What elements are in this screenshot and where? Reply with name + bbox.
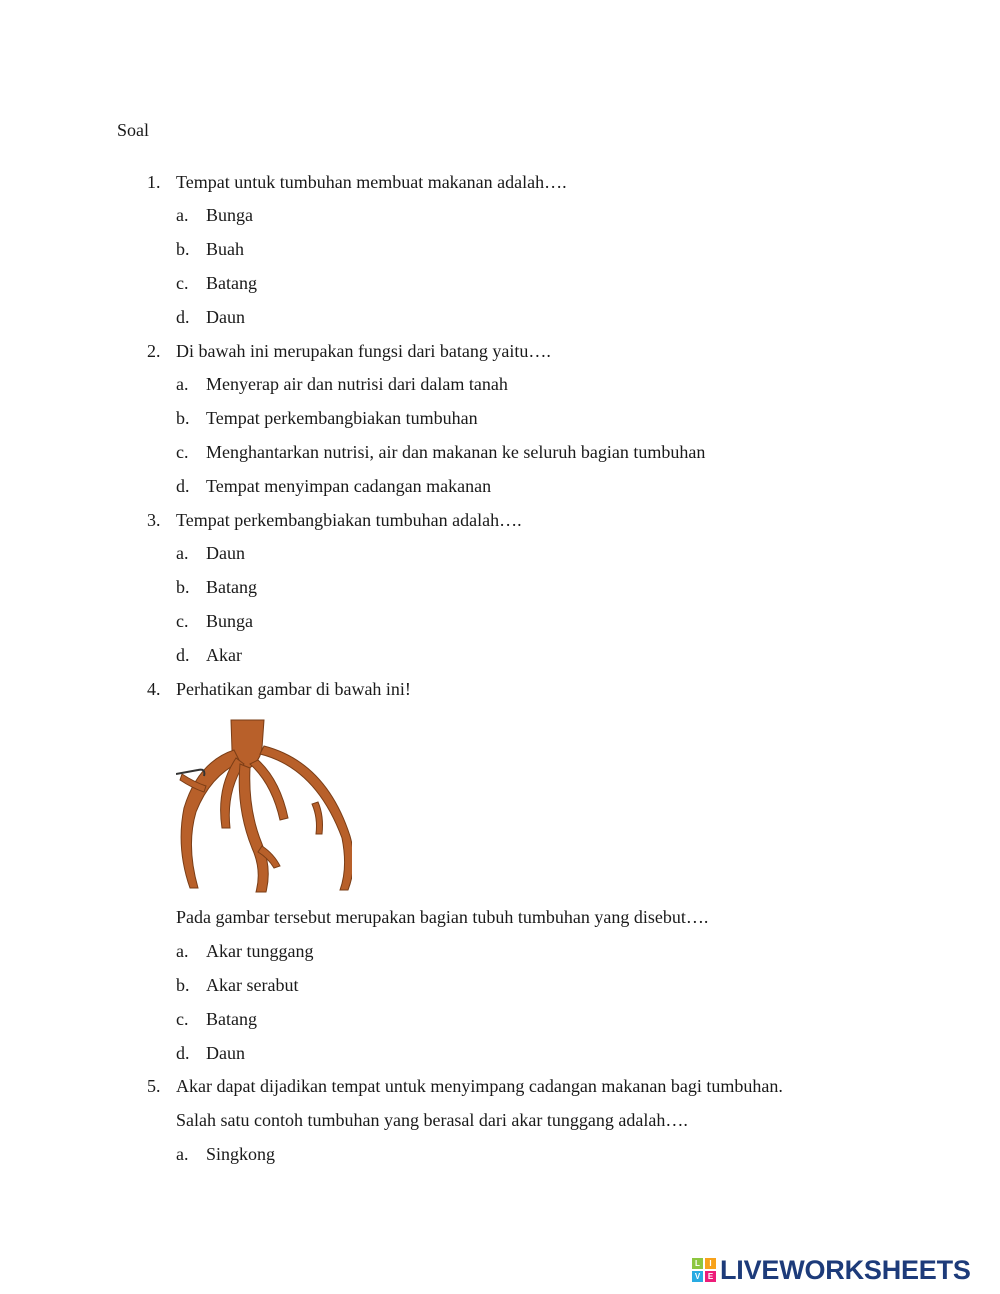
liveworksheets-logo — [692, 1256, 971, 1284]
option-letter: d. — [176, 645, 190, 665]
option-text: Daun — [206, 543, 245, 563]
question-number: 1. — [147, 172, 161, 192]
root-illustration — [176, 718, 352, 894]
page-title: Soal — [117, 120, 150, 140]
question-number: 3. — [147, 510, 161, 530]
question-text: Perhatikan gambar di bawah ini! — [176, 679, 411, 699]
logo-block: I — [705, 1258, 716, 1269]
option-text: Batang — [206, 273, 257, 293]
option-text: Buah — [206, 239, 244, 259]
option-letter: a. — [176, 374, 189, 394]
option-text: Daun — [206, 1043, 245, 1063]
option-text: Daun — [206, 307, 245, 327]
option-text: Akar serabut — [206, 975, 299, 995]
logo-block: E — [705, 1271, 716, 1282]
option-letter: a. — [176, 941, 189, 961]
option-text: Menghantarkan nutrisi, air dan makanan ke seluruh bagian tumbuhan — [206, 442, 706, 462]
option-letter: c. — [176, 1009, 189, 1029]
option-text: Akar — [206, 645, 242, 665]
logo-block: V — [692, 1271, 703, 1282]
question-text: Tempat perkembangbiakan tumbuhan adalah…. — [176, 510, 522, 530]
option-text: Tempat perkembangbiakan tumbuhan — [206, 408, 478, 428]
option-text: Batang — [206, 577, 257, 597]
option-letter: b. — [176, 975, 190, 995]
option-letter: c. — [176, 273, 189, 293]
option-letter: a. — [176, 543, 189, 563]
question-text: Tempat untuk tumbuhan membuat makanan adalah…. — [176, 172, 567, 192]
option-letter: c. — [176, 442, 189, 462]
option-letter: b. — [176, 408, 190, 428]
logo-block: L — [692, 1258, 703, 1269]
option-text: Singkong — [206, 1144, 276, 1164]
option-letter: b. — [176, 577, 190, 597]
option-letter: c. — [176, 611, 189, 631]
option-letter: d. — [176, 307, 190, 327]
option-text: Menyerap air dan nutrisi dari dalam tanah — [206, 374, 508, 394]
question-text: Di bawah ini merupakan fungsi dari batang yaitu…. — [176, 341, 551, 361]
logo-text: LIVEWORKSHEETS — [720, 1254, 971, 1285]
option-text: Bunga — [206, 205, 253, 225]
question-number: 2. — [147, 341, 161, 361]
logo-blocks-icon — [692, 1258, 716, 1282]
question-text-line-2: Salah satu contoh tumbuhan yang berasal dari akar tunggang adalah…. — [176, 1110, 688, 1130]
option-text: Batang — [206, 1009, 257, 1029]
option-letter: d. — [176, 1043, 190, 1063]
option-letter: a. — [176, 1144, 189, 1164]
option-letter: b. — [176, 239, 190, 259]
question-followup: Pada gambar tersebut merupakan bagian tubuh tumbuhan yang disebut…. — [176, 907, 709, 927]
option-text: Akar tunggang — [206, 941, 314, 961]
question-number: 4. — [147, 679, 161, 699]
option-text: Bunga — [206, 611, 253, 631]
option-text: Tempat menyimpan cadangan makanan — [206, 476, 492, 496]
question-text: Akar dapat dijadikan tempat untuk menyimpang cadangan makanan bagi tumbuhan. — [176, 1076, 783, 1096]
option-letter: d. — [176, 476, 190, 496]
option-letter: a. — [176, 205, 189, 225]
question-number: 5. — [147, 1076, 161, 1096]
